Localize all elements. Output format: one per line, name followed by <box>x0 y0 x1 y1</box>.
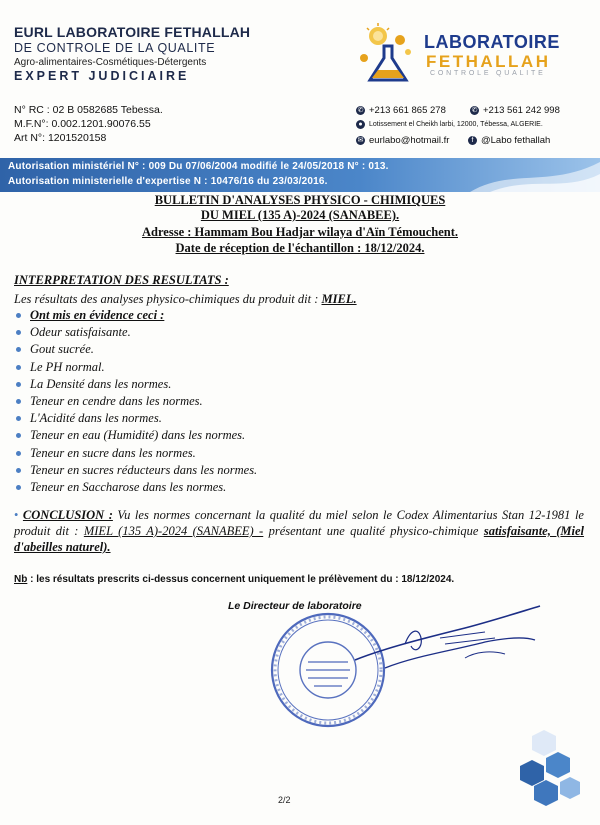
bullet-icon <box>16 347 21 352</box>
bullet-icon <box>16 382 21 387</box>
bullet-icon <box>16 451 21 456</box>
company-subtitle: DE CONTROLE DE LA QUALITE <box>14 41 216 55</box>
banner-wave-decoration <box>470 158 600 192</box>
phone-1-text: +213 661 865 278 <box>369 105 446 116</box>
company-tagline: Agro-alimentaires-Cosmétiques-Détergents <box>14 57 207 68</box>
bullet-icon <box>16 365 21 370</box>
director-label: Le Directeur de laboratoire <box>228 600 362 612</box>
bullet-icon <box>16 416 21 421</box>
bullet-icon <box>16 399 21 404</box>
email-icon: ✉ <box>357 137 364 144</box>
bullet-icon <box>16 433 21 438</box>
list-item: Teneur en eau (Humidité) dans les normes. <box>16 427 257 444</box>
bulletin-title-line-1: BULLETIN D'ANALYSES PHYSICO - CHIMIQUES <box>154 193 446 207</box>
registration-mf: M.F.N°: 0.002.1201.90076.55 <box>14 118 151 130</box>
list-item: Le PH normal. <box>16 359 257 376</box>
address-text: Lotissement el Cheikh larbi, 12000, Tébessa, ALGERIE. <box>369 121 543 128</box>
authorization-line-1: Autorisation ministériel N° : 009 Du 07/06/2004 modifié le 24/05/2018 N° : 013. <box>8 161 389 172</box>
bullet-icon <box>16 485 21 490</box>
page-number: 2/2 <box>278 795 291 805</box>
bullet-icon: • <box>14 508 23 522</box>
hexagon-decoration <box>512 730 582 810</box>
facebook-icon: f <box>468 136 477 145</box>
interpretation-intro: Les résultats des analyses physico-chimiques du produit dit : MIEL. <box>14 292 357 306</box>
facebook-text: @Labo fethallah <box>481 135 551 146</box>
findings-lead: Ont mis en évidence ceci : <box>16 307 257 324</box>
list-item: Teneur en sucre dans les normes. <box>16 445 257 462</box>
list-item: Teneur en Saccharose dans les normes. <box>16 479 257 496</box>
location-pin-icon: ● <box>356 120 365 129</box>
phone-icon: ✆ <box>357 107 364 114</box>
contact-facebook <box>468 135 550 146</box>
bullet-icon <box>16 330 21 335</box>
nb-note: Nb : les résultats prescrits ci-dessus concernent uniquement le prélèvement du : 18/12/2024. <box>14 574 455 585</box>
logo-subtitle: FETHALLAH <box>426 52 551 71</box>
list-item: Gout sucrée. <box>16 341 257 358</box>
authorization-banner <box>0 158 600 192</box>
interpretation-heading: INTERPRETATION DES RESULTATS : <box>14 273 229 287</box>
list-item: L'Acidité dans les normes. <box>16 410 257 427</box>
sample-address: Adresse : Hammam Bou Hadjar wilaya d'Aïn Témouchent. <box>142 225 458 239</box>
bullet-icon <box>16 468 21 473</box>
list-item: La Densité dans les normes. <box>16 376 257 393</box>
bulletin-title-line-2: DU MIEL (135 A)-2024 (SANABEE). <box>200 208 400 222</box>
contact-phone-2 <box>470 105 560 116</box>
logo-title: LABORATOIRE <box>424 32 560 52</box>
company-expert: EXPERT JUDICIAIRE <box>14 69 190 83</box>
company-name: EURL LABORATOIRE FETHALLAH <box>14 24 251 40</box>
list-item: Teneur en cendre dans les normes. <box>16 393 257 410</box>
reception-date: Date de réception de l'échantillon : 18/12/2024. <box>175 241 425 255</box>
list-item: Odeur satisfaisante. <box>16 324 257 341</box>
conclusion-paragraph: • CONCLUSION : Vu les normes concernant la qualité du miel selon le Codex Alimentarius Stan 12-1981 le produit dit : MIEL (135 A)-2024 (SANABEE) - présentant une qualité physico-chimique satisfaisante, (Miel d'abeilles naturel). <box>14 508 585 554</box>
findings-list <box>16 307 257 496</box>
registration-art: Art N°: 1201520158 <box>14 132 107 144</box>
email-text: eurlabo@hotmail.fr <box>369 135 450 146</box>
whatsapp-icon: ✆ <box>471 107 478 114</box>
registration-rc: N° RC : 02 B 0582685 Tebessa. <box>14 104 163 116</box>
contact-address <box>356 120 543 129</box>
contact-email <box>356 135 449 146</box>
authorization-line-2: Autorisation ministerielle d'expertise N : 10476/16 du 23/03/2016. <box>8 176 328 187</box>
contact-phone-1 <box>356 105 446 116</box>
list-item: Teneur en sucres réducteurs dans les normes. <box>16 462 257 479</box>
laboratory-flask-logo-icon <box>356 22 418 86</box>
bullet-icon <box>16 313 21 318</box>
director-signature <box>345 598 545 678</box>
phone-2-text: +213 561 242 998 <box>483 105 560 116</box>
logo-caption: CONTROLE QUALITE <box>430 70 546 77</box>
